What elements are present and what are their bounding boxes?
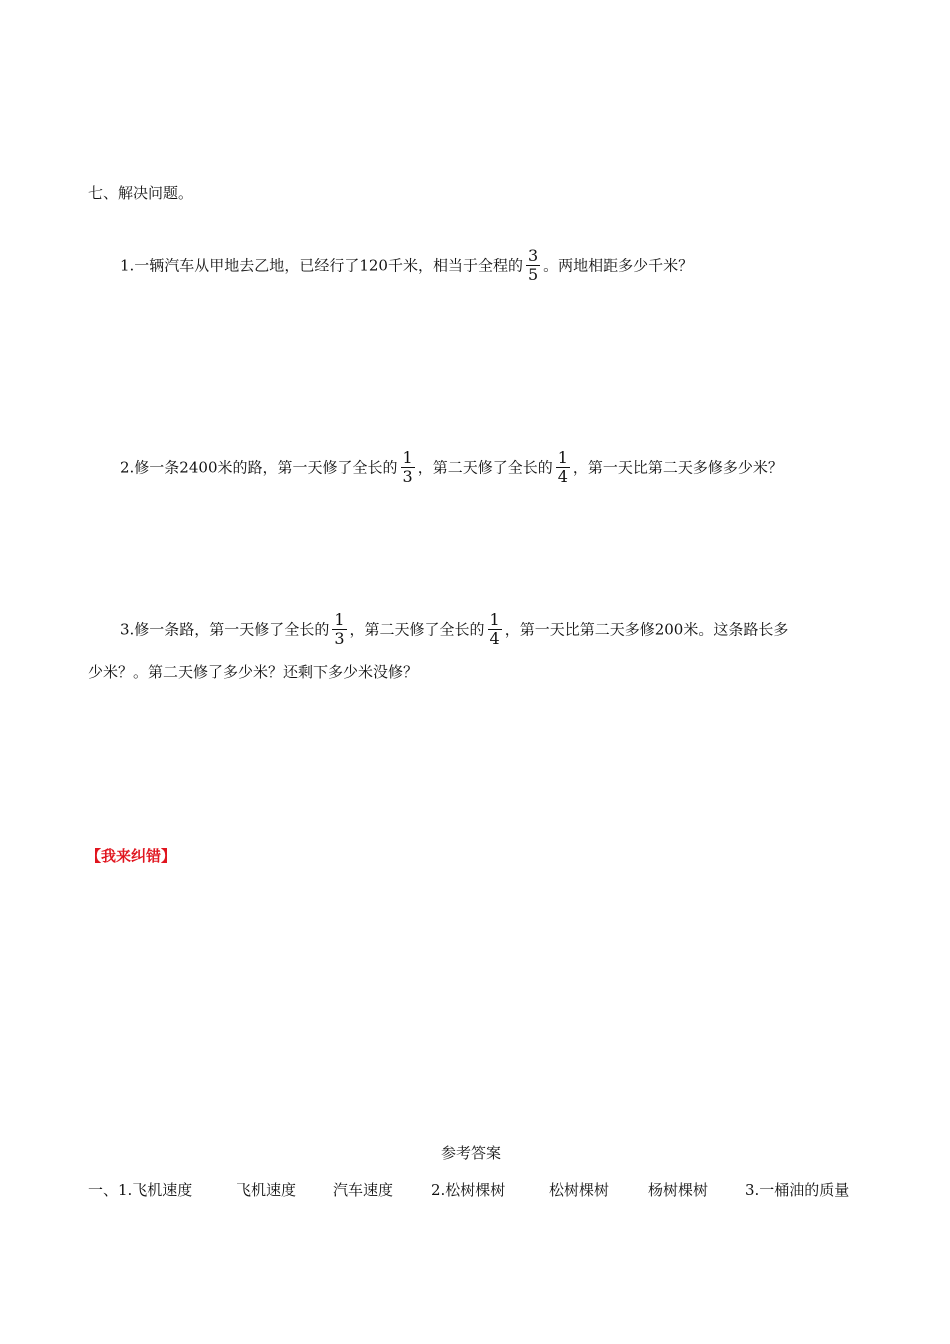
answer-item: 汽车速度 [333,1181,394,1199]
problem-3-line-2: 少米？。第二天修了多少米？还剩下多少米没修？ [88,663,419,681]
problem-2 [120,450,783,487]
problem-3-text-a: 3.修一条路，第一天修了全长的 [120,620,330,639]
section-title: 七、解决问题。 [88,184,194,202]
answer-item: 2.松树棵树 [431,1181,506,1199]
answer-item: 松树棵树 [549,1181,610,1199]
problem-3-text-b: ，第二天修了全长的 [349,620,485,639]
correction-heading: 【我来纠错】 [86,847,177,865]
problem-3 [120,612,788,649]
problem-1-text-a: 1.一辆汽车从甲地去乙地，已经行了120千米，相当于全程的 [120,256,523,275]
problem-2-text-b: ，第二天修了全长的 [417,458,553,477]
fraction-1-4: $\frac{1}{4}$ [489,610,500,648]
fraction-1-3: $\frac{1}{3}$ [334,610,345,648]
problem-1 [120,248,693,285]
fraction-1-4: $\frac{1}{4}$ [557,448,568,486]
answer-item: 杨树棵树 [648,1181,709,1199]
answer-item: 一、1.飞机速度 [88,1181,193,1199]
answer-item: 飞机速度 [236,1181,297,1199]
answers-title: 参考答案 [441,1144,502,1162]
answer-item: 3.一桶油的质量 [745,1181,850,1199]
problem-3-text-c: ，第一天比第二天多修200米。这条路长多 [504,620,789,639]
problem-2-text-c: ，第一天比第二天多修多少米？ [572,458,783,477]
problem-2-text-a: 2.修一条2400米的路，第一天修了全长的 [120,458,398,477]
fraction-3-5: $\frac{3}{5}$ [527,246,539,284]
fraction-1-3: $\frac{1}{3}$ [402,448,413,486]
problem-1-text-b: 。两地相距多少千米？ [543,256,694,275]
